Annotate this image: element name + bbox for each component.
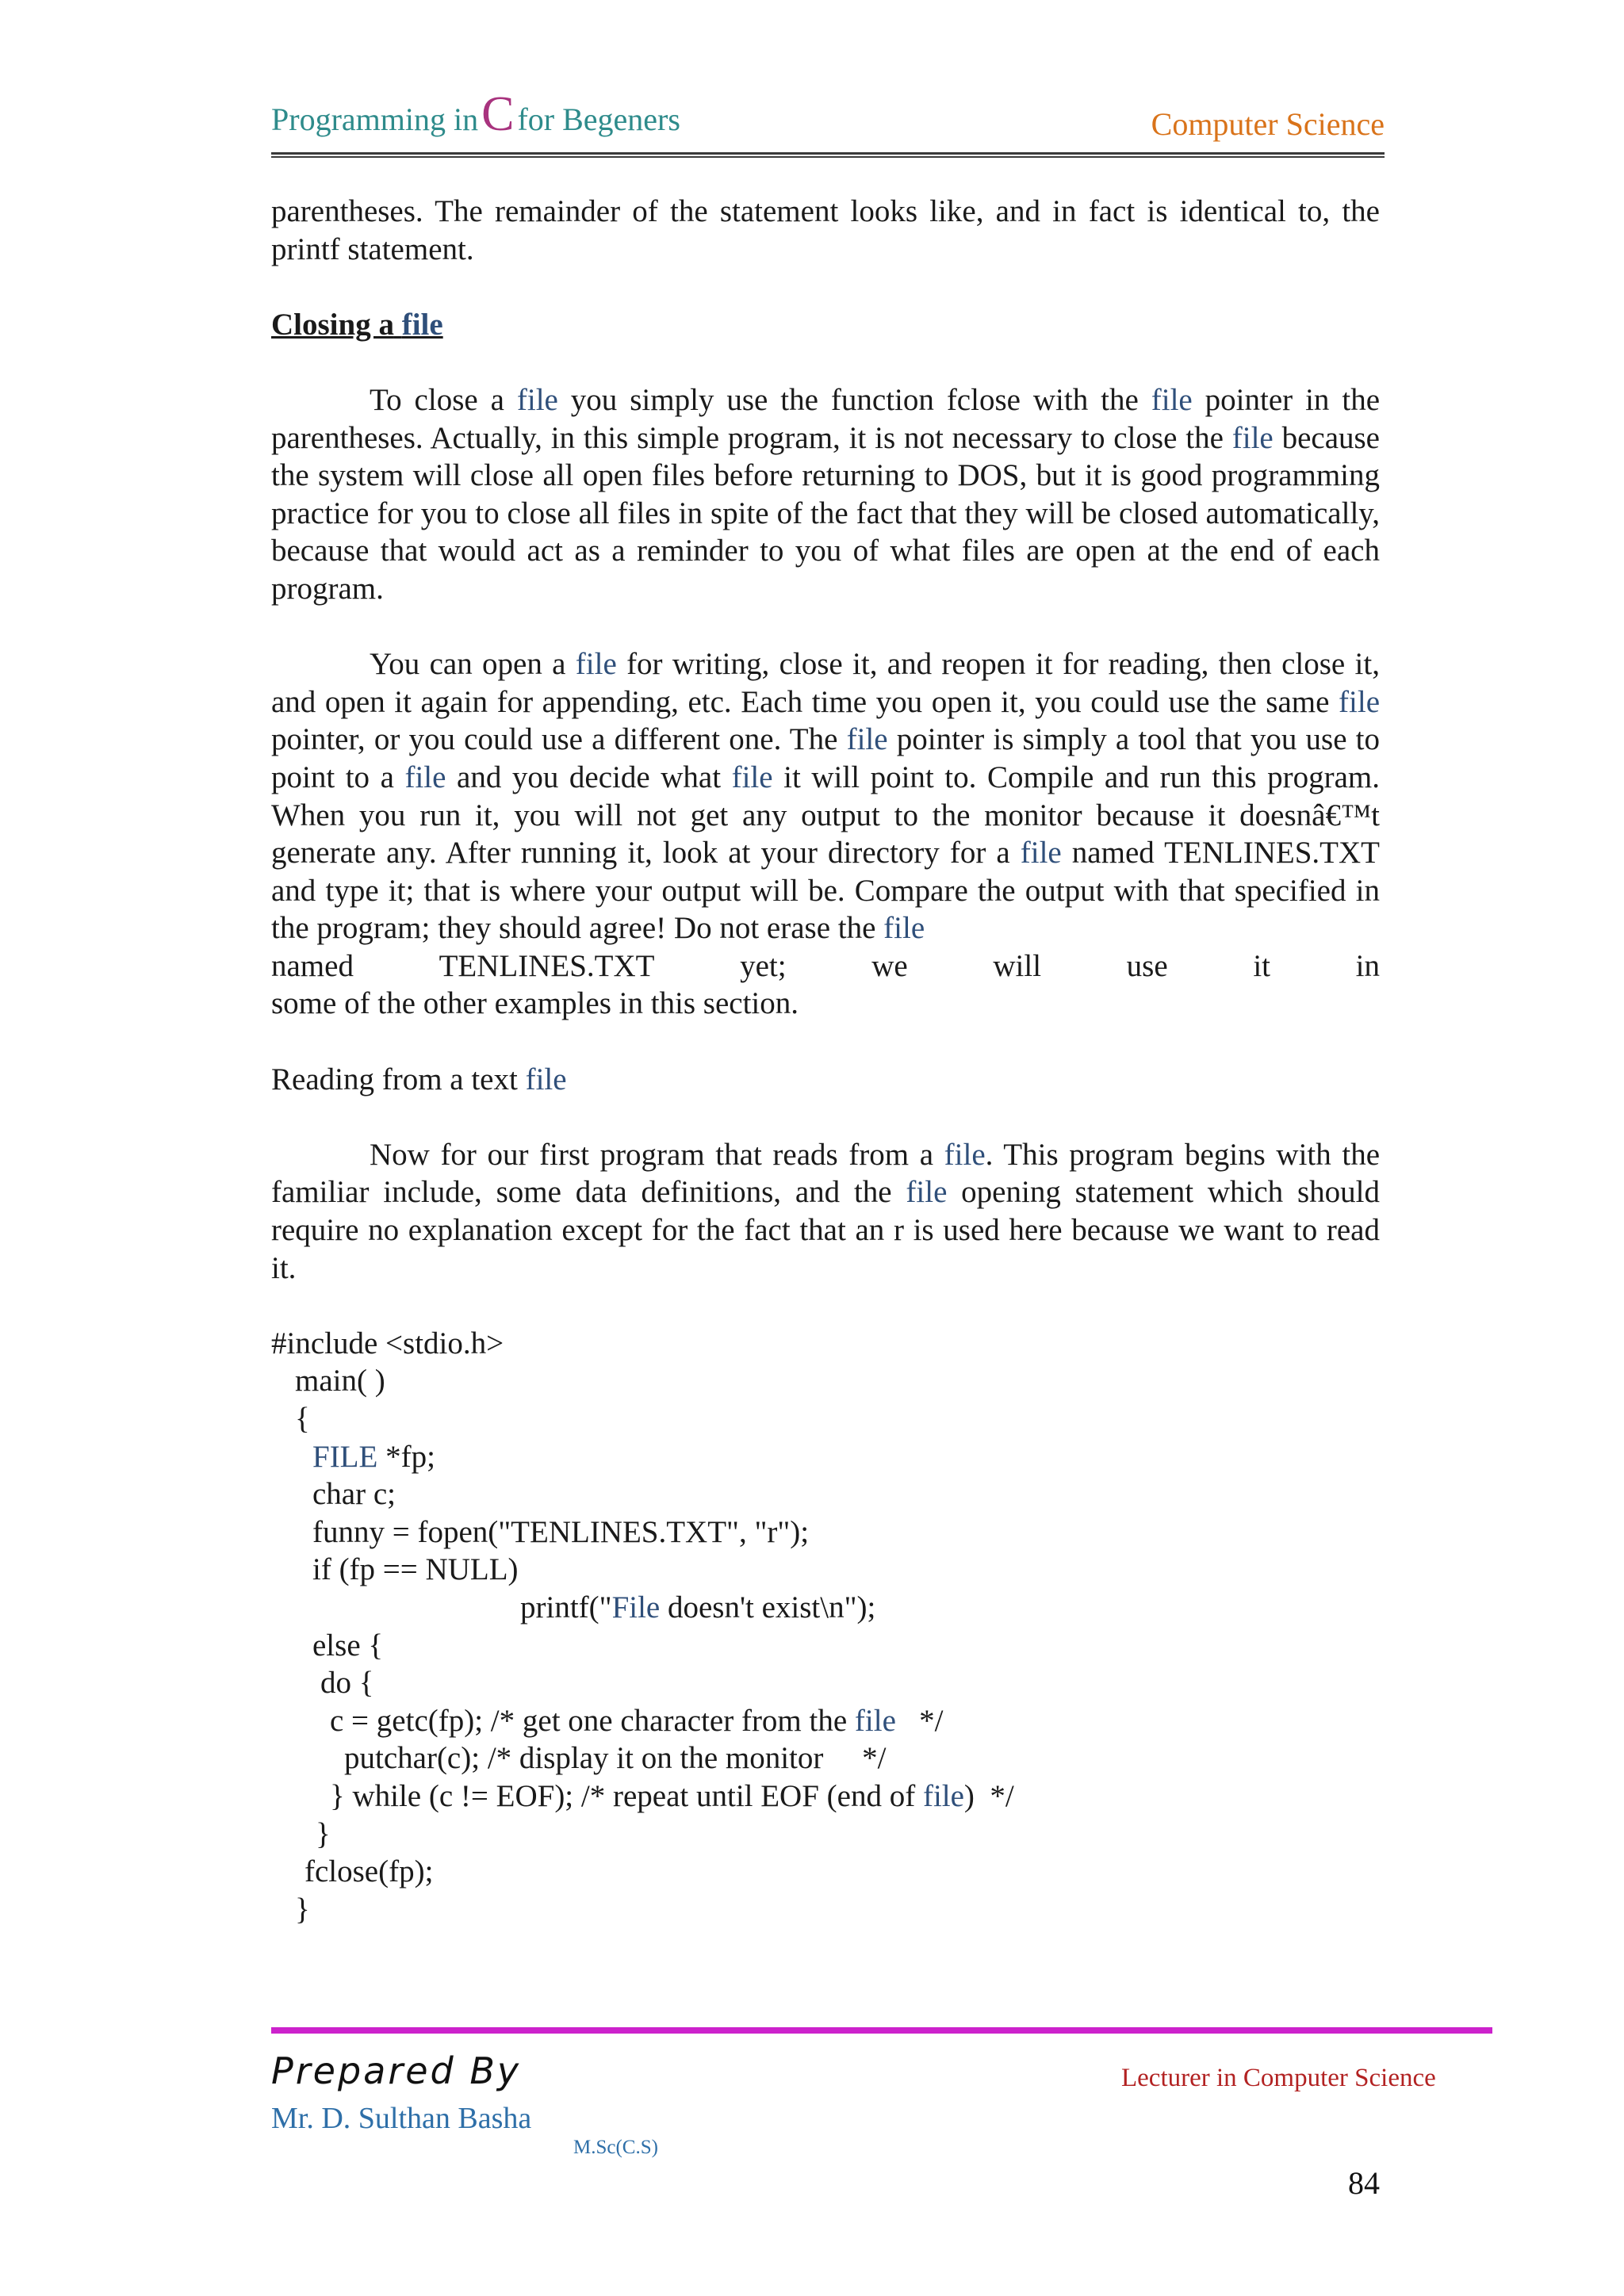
reading-heading-prefix: Reading from a text bbox=[271, 1062, 518, 1096]
header-book-title bbox=[271, 86, 680, 143]
spread-word: it bbox=[1253, 948, 1270, 983]
code-line: do { bbox=[320, 1666, 374, 1701]
code-line: else { bbox=[312, 1628, 384, 1663]
code-line: funny = fopen("TENLINES.TXT", "r"); bbox=[312, 1514, 810, 1549]
code-listing bbox=[271, 1325, 1380, 1929]
file-keyword: file bbox=[883, 911, 925, 946]
header-subject: Computer Science bbox=[1151, 106, 1385, 142]
footer-author-role: Lecturer in Computer Science bbox=[1121, 2064, 1436, 2092]
file-keyword: file bbox=[944, 1137, 986, 1172]
code-line: main( ) bbox=[295, 1364, 385, 1399]
code-line: fclose(fp); bbox=[304, 1854, 434, 1889]
section-title-prefix: Closing a bbox=[271, 307, 394, 342]
footer-author-name: Mr. D. Sulthan Basha bbox=[271, 2102, 532, 2135]
spread-word: in bbox=[1355, 948, 1380, 983]
paragraph-4: Now for our first program that reads from a file. This program begins with the familiar include, some data definitions, and the file opening statement which should require no explanation except for the fact that an r is used here because we want to read it. bbox=[271, 1137, 1381, 1285]
paragraph-3: You can open a file for writing, close it, and reopen it for reading, then close it, and open it again for appending, etc. Each time you open it, you could use the same file pointer, or you could use a different one. The file pointer is simply a tool that you use to point to a file and you decide what file it will point to. Compile and run this program. When you run it, you will not get any output to the monitor because it doesnâ€™t generate any. After running it, look at your directory for a file named TENLINES.TXT and type it; that is where your output will be. Compare the output with that specified in the program; they should agree! Do not erase the file bbox=[271, 647, 1381, 946]
file-keyword: file bbox=[846, 722, 888, 757]
file-keyword: File bbox=[611, 1590, 661, 1624]
footer-author-degree: M.Sc(C.S) bbox=[573, 2137, 658, 2158]
spread-word: will bbox=[993, 948, 1042, 983]
file-keyword: file bbox=[906, 1175, 948, 1210]
code-line: } while (c != EOF); /* repeat until EOF (end of file) */ bbox=[330, 1778, 1014, 1813]
file-keyword: file bbox=[1231, 420, 1274, 455]
file-keyword: file bbox=[575, 647, 617, 682]
page-header bbox=[271, 87, 1385, 149]
page-number: 84 bbox=[1348, 2165, 1380, 2201]
code-line: c = getc(fp); /* get one character from the file */ bbox=[330, 1703, 944, 1738]
code-line: } bbox=[316, 1816, 331, 1851]
spread-word: we bbox=[871, 948, 908, 983]
code-line: } bbox=[295, 1892, 310, 1927]
file-keyword: file bbox=[516, 382, 558, 417]
reading-heading-file-word: file bbox=[525, 1062, 567, 1096]
header-title-prefix: Programming in bbox=[271, 101, 479, 137]
header-title-letter: C bbox=[481, 87, 515, 141]
header-title-suffix: for Begeners bbox=[517, 101, 680, 137]
code-line: printf("File doesn't exist\n"); bbox=[520, 1590, 876, 1624]
header-rule bbox=[271, 152, 1385, 158]
paragraph-3-spread-line bbox=[271, 947, 1380, 985]
file-keyword: file bbox=[1020, 836, 1062, 871]
spread-word: TENLINES.TXT bbox=[439, 948, 655, 983]
section-title-file-word: file bbox=[401, 307, 443, 342]
code-line: if (fp == NULL) bbox=[312, 1552, 519, 1587]
file-keyword: FILE bbox=[312, 1439, 378, 1474]
file-keyword: file bbox=[404, 760, 446, 794]
code-line: FILE *fp; bbox=[312, 1439, 435, 1474]
heading-reading-from-text-file bbox=[271, 1061, 1380, 1099]
code-line: { bbox=[295, 1402, 310, 1436]
spread-word: yet; bbox=[740, 948, 787, 983]
spread-word: use bbox=[1126, 948, 1168, 983]
file-keyword: file bbox=[854, 1703, 896, 1738]
page-content bbox=[271, 193, 1380, 1928]
code-line: char c; bbox=[312, 1477, 396, 1512]
paragraph-1: parentheses. The remainder of the statement looks like, and in fact is identical to, the printf statement. bbox=[271, 194, 1380, 266]
footer-rule bbox=[271, 2027, 1492, 2034]
paragraph-2: To close a file you simply use the function fclose with the file pointer in the parentheses. Actually, in this simple program, it is not necessary to close the file because the system will close all open files before returning to DOS, but it is good programming practice for you to close all files in spite of the fact that they will be closed automatically, because that would act as a reminder to you of what files are open at the end of each program. bbox=[271, 382, 1381, 606]
section-title-closing-a-file bbox=[271, 306, 1380, 344]
file-keyword: file bbox=[1151, 382, 1193, 417]
file-keyword: file bbox=[1339, 684, 1380, 719]
paragraph-3-last-line: some of the other examples in this section. bbox=[271, 986, 799, 1021]
file-keyword: file bbox=[922, 1778, 964, 1813]
spread-word: named bbox=[271, 948, 354, 983]
footer-prepared-by: Prepared By bbox=[271, 2049, 522, 2092]
code-line: putchar(c); /* display it on the monitor */ bbox=[344, 1741, 887, 1776]
code-line: #include <stdio.h> bbox=[271, 1326, 504, 1360]
file-keyword: file bbox=[731, 760, 773, 794]
